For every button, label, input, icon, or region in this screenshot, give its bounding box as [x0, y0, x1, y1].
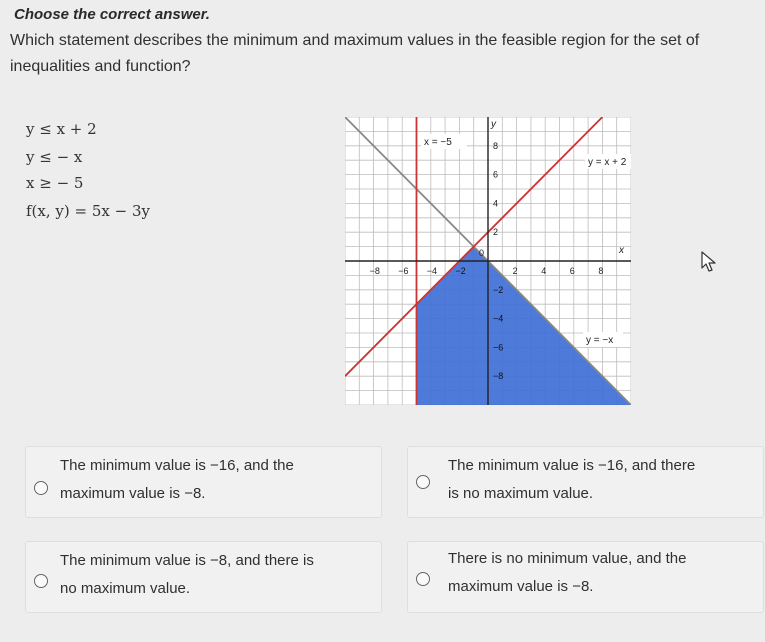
x-tick-label: −6	[398, 266, 409, 276]
instruction-text: Choose the correct answer.	[14, 6, 210, 23]
objective-function: f(x, y) = 5x − 3y	[26, 202, 150, 220]
y-tick-label: −8	[493, 371, 504, 382]
answer-option-4[interactable]	[407, 541, 764, 613]
x-tick-label: −8	[369, 266, 380, 276]
feasible-region-graph	[345, 117, 631, 405]
x-tick-label: −4	[426, 266, 438, 276]
x-axis-label: x	[619, 245, 624, 256]
radio-button[interactable]	[416, 475, 430, 489]
label-y-neg-x: y = −x	[586, 335, 614, 346]
inequality-3: x ≥ − 5	[26, 174, 84, 192]
radio-button[interactable]	[34, 481, 48, 495]
answer-text-line1: The minimum value is −16, and the	[60, 457, 294, 474]
answer-text-line2: maximum value is −8.	[448, 578, 594, 595]
answer-option-3[interactable]	[25, 541, 382, 613]
answer-text-line1: The minimum value is −16, and there	[448, 457, 696, 474]
answer-option-2[interactable]	[407, 446, 764, 518]
inequality-2: y ≤ − x	[26, 148, 83, 166]
label-x-neg-5: x = −5	[424, 137, 452, 148]
answer-text-line2: is no maximum value.	[448, 485, 594, 502]
answer-text-line2: maximum value is −8.	[60, 485, 206, 502]
answer-text-line1: The minimum value is −8, and there is	[60, 552, 314, 569]
y-tick-label: −2	[493, 284, 504, 295]
x-tick-label: 4	[541, 266, 547, 276]
mouse-cursor-icon	[700, 250, 720, 274]
answer-text-line2: no maximum value.	[60, 580, 191, 597]
x-tick-label: 6	[569, 266, 575, 276]
question-text: Which statement describes the minimum and maximum values in the feasible region for the set of inequalities and function?	[10, 32, 700, 75]
answer-text-line1: There is no minimum value, and the	[448, 550, 687, 567]
x-tick-label: 0	[479, 248, 485, 258]
y-tick-label: 4	[493, 198, 499, 209]
y-tick-label: 8	[493, 140, 499, 151]
y-axis-label: y	[491, 119, 496, 130]
label-y-x-plus-2: y = x + 2	[588, 157, 627, 168]
x-tick-label: 2	[512, 266, 518, 276]
x-tick-label: 8	[598, 266, 604, 276]
radio-button[interactable]	[416, 572, 430, 586]
y-tick-label: 2	[493, 227, 499, 238]
inequality-1: y ≤ x + 2	[26, 120, 97, 138]
y-tick-label: 6	[493, 169, 499, 180]
y-tick-label: −4	[493, 313, 504, 324]
x-tick-label: −2	[455, 266, 466, 276]
radio-button[interactable]	[34, 574, 48, 588]
answer-option-1[interactable]	[25, 446, 382, 518]
y-tick-label: −6	[493, 342, 504, 353]
